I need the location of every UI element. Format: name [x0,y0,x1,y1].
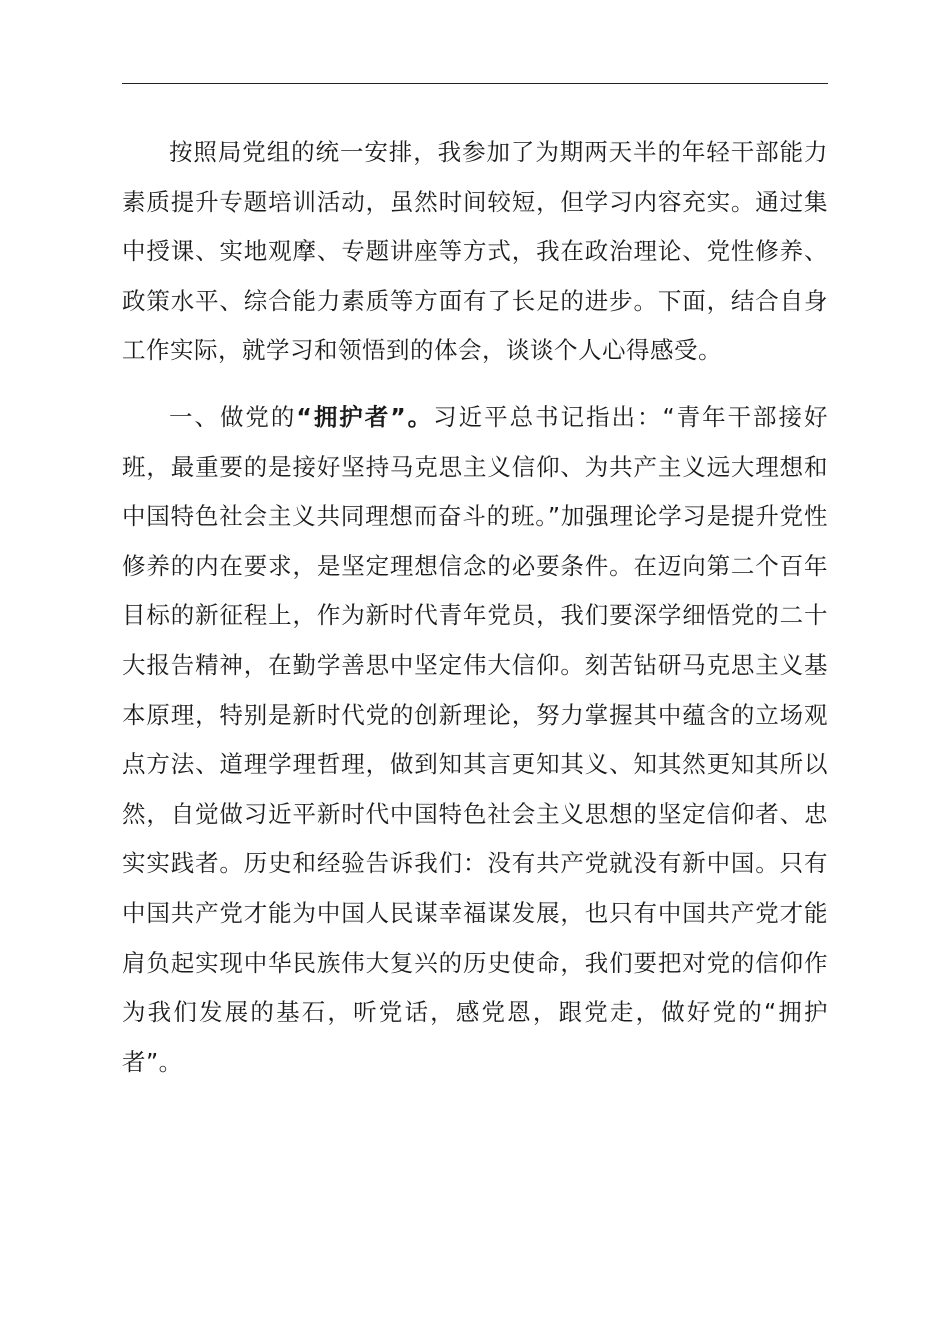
header-rule [122,83,828,84]
section-1-prefix: 一、做党的 [169,402,297,431]
section-1-body: 习近平总书记指出：“青年干部接好班，最重要的是接好坚持马克思主义信仰、为共产主义远大理想和中国特色社会主义共同理想而奋斗的班。”加强理论学习是提升党性修养的内在要求，是坚定理想信念的必要条件。在迈向第二个百年目标的新征程上，作为新时代青年党员，我们要深学细悟党的二十大报告精神，在勤学善思中坚定伟大信仰。刻苦钻研马克思主义基本原理，特别是新时代党的创新理论，努力掌握其中蕴含的立场观点方法、道理学理哲理，做到知其言更知其义、知其然更知其所以然，自觉做习近平新时代中国特色社会主义思想的坚定信仰者、忠实实践者。历史和经验告诉我们：没有共产党就没有新中国。只有中国共产党才能为中国人民谋幸福谋发展，也只有中国共产党才能肩负起实现中华民族伟大复兴的历史使命，我们要把对党的信仰作为我们发展的基石，听党话，感党恩，跟党走，做好党的“拥护者”。 [122,402,828,1076]
section-1-paragraph [122,393,828,1087]
intro-paragraph: 按照局党组的统一安排，我参加了为期两天半的年轻干部能力素质提升专题培训活动，虽然时间较短，但学习内容充实。通过集中授课、实地观摩、专题讲座等方式，我在政治理论、党性修养、政策水平、综合能力素质等方面有了长足的进步。下面，结合自身工作实际，就学习和领悟到的体会，谈谈个人心得感受。 [122,138,828,365]
section-1-heading: “拥护者”。 [296,402,434,431]
document-body [122,128,828,1087]
